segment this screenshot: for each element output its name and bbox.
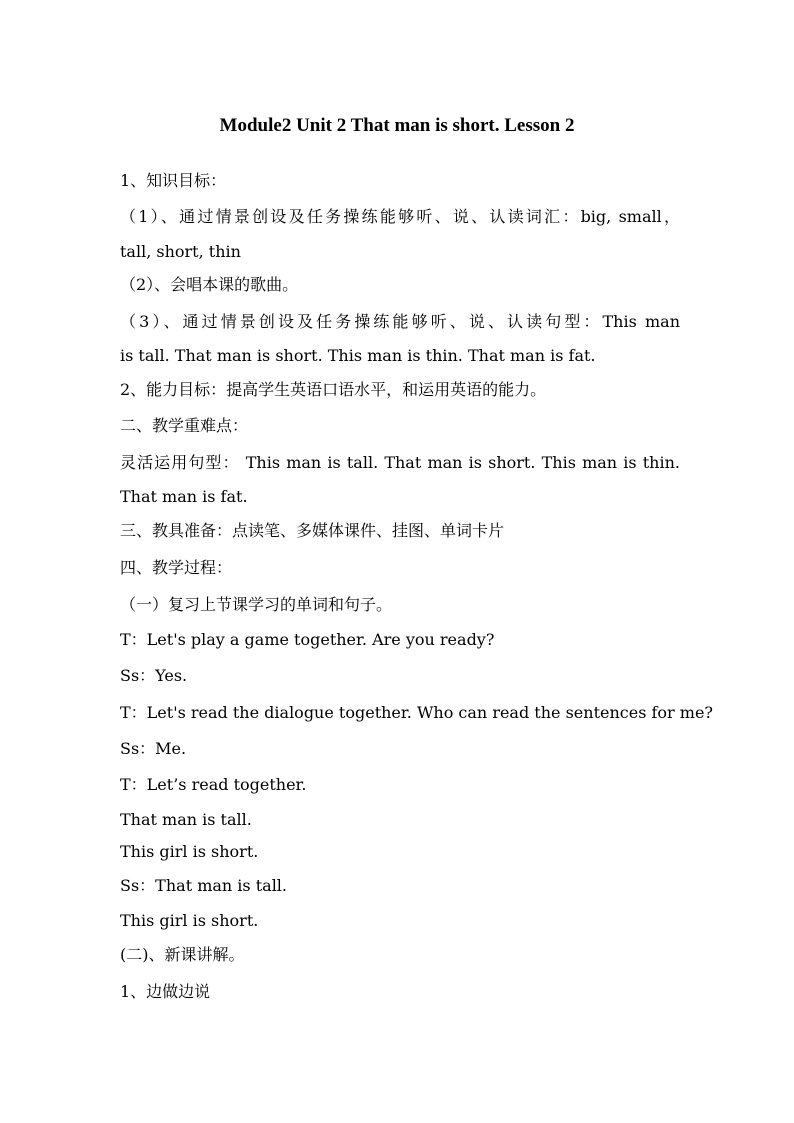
dialogue-line: T：Let's play a game together. Are you ready? — [120, 630, 495, 649]
dialogue-line: Ss：That man is tall. — [120, 876, 288, 895]
process-step-review: （一）复习上节课学习的单词和句子。 — [120, 595, 393, 614]
section-knowledge-goals: 1、知识目标： — [120, 171, 227, 190]
goal-item-3: （3）、通过情景创设及任务操练能够听、说、认读句型：This man — [120, 312, 680, 331]
dialogue-line: Ss：Yes. — [120, 666, 188, 685]
dialogue-line: T：Let's read the dialogue together. Who can read the sentences for me? — [120, 703, 714, 722]
section-key-points: 二、教学重难点： — [120, 416, 249, 435]
key-points-text-continued: That man is fat. — [120, 487, 248, 506]
dialogue-line: This girl is short. — [120, 842, 259, 861]
key-points-text: 灵活运用句型： This man is tall. That man is short. This man is thin. — [120, 453, 680, 472]
goal-item-1-continued: tall, short, thin — [120, 242, 241, 261]
dialogue-line: T：Let’s read together. — [120, 775, 307, 794]
dialogue-line: That man is tall. — [120, 810, 252, 829]
process-step-new-lesson: (二)、新课讲解。 — [120, 945, 245, 964]
section-process: 四、教学过程： — [120, 558, 233, 577]
dialogue-line: Ss：Me. — [120, 739, 187, 758]
goal-item-2: （2）、会唱本课的歌曲。 — [120, 275, 299, 294]
new-lesson-item-1: 1、边做边说 — [120, 982, 211, 1001]
dialogue-line: This girl is short. — [120, 911, 259, 930]
goal-item-3-continued: is tall. That man is short. This man is thin. That man is fat. — [120, 346, 596, 365]
section-materials: 三、教具准备：点读笔、多媒体课件、挂图、单词卡片 — [120, 521, 505, 540]
goal-item-1: （1）、通过情景创设及任务操练能够听、说、认读词汇：big, small， — [120, 207, 680, 226]
section-ability-goals: 2、能力目标：提高学生英语口语水平，和运用英语的能力。 — [120, 380, 547, 399]
document-title: Module2 Unit 2 That man is short. Lesson 2 — [219, 115, 575, 136]
